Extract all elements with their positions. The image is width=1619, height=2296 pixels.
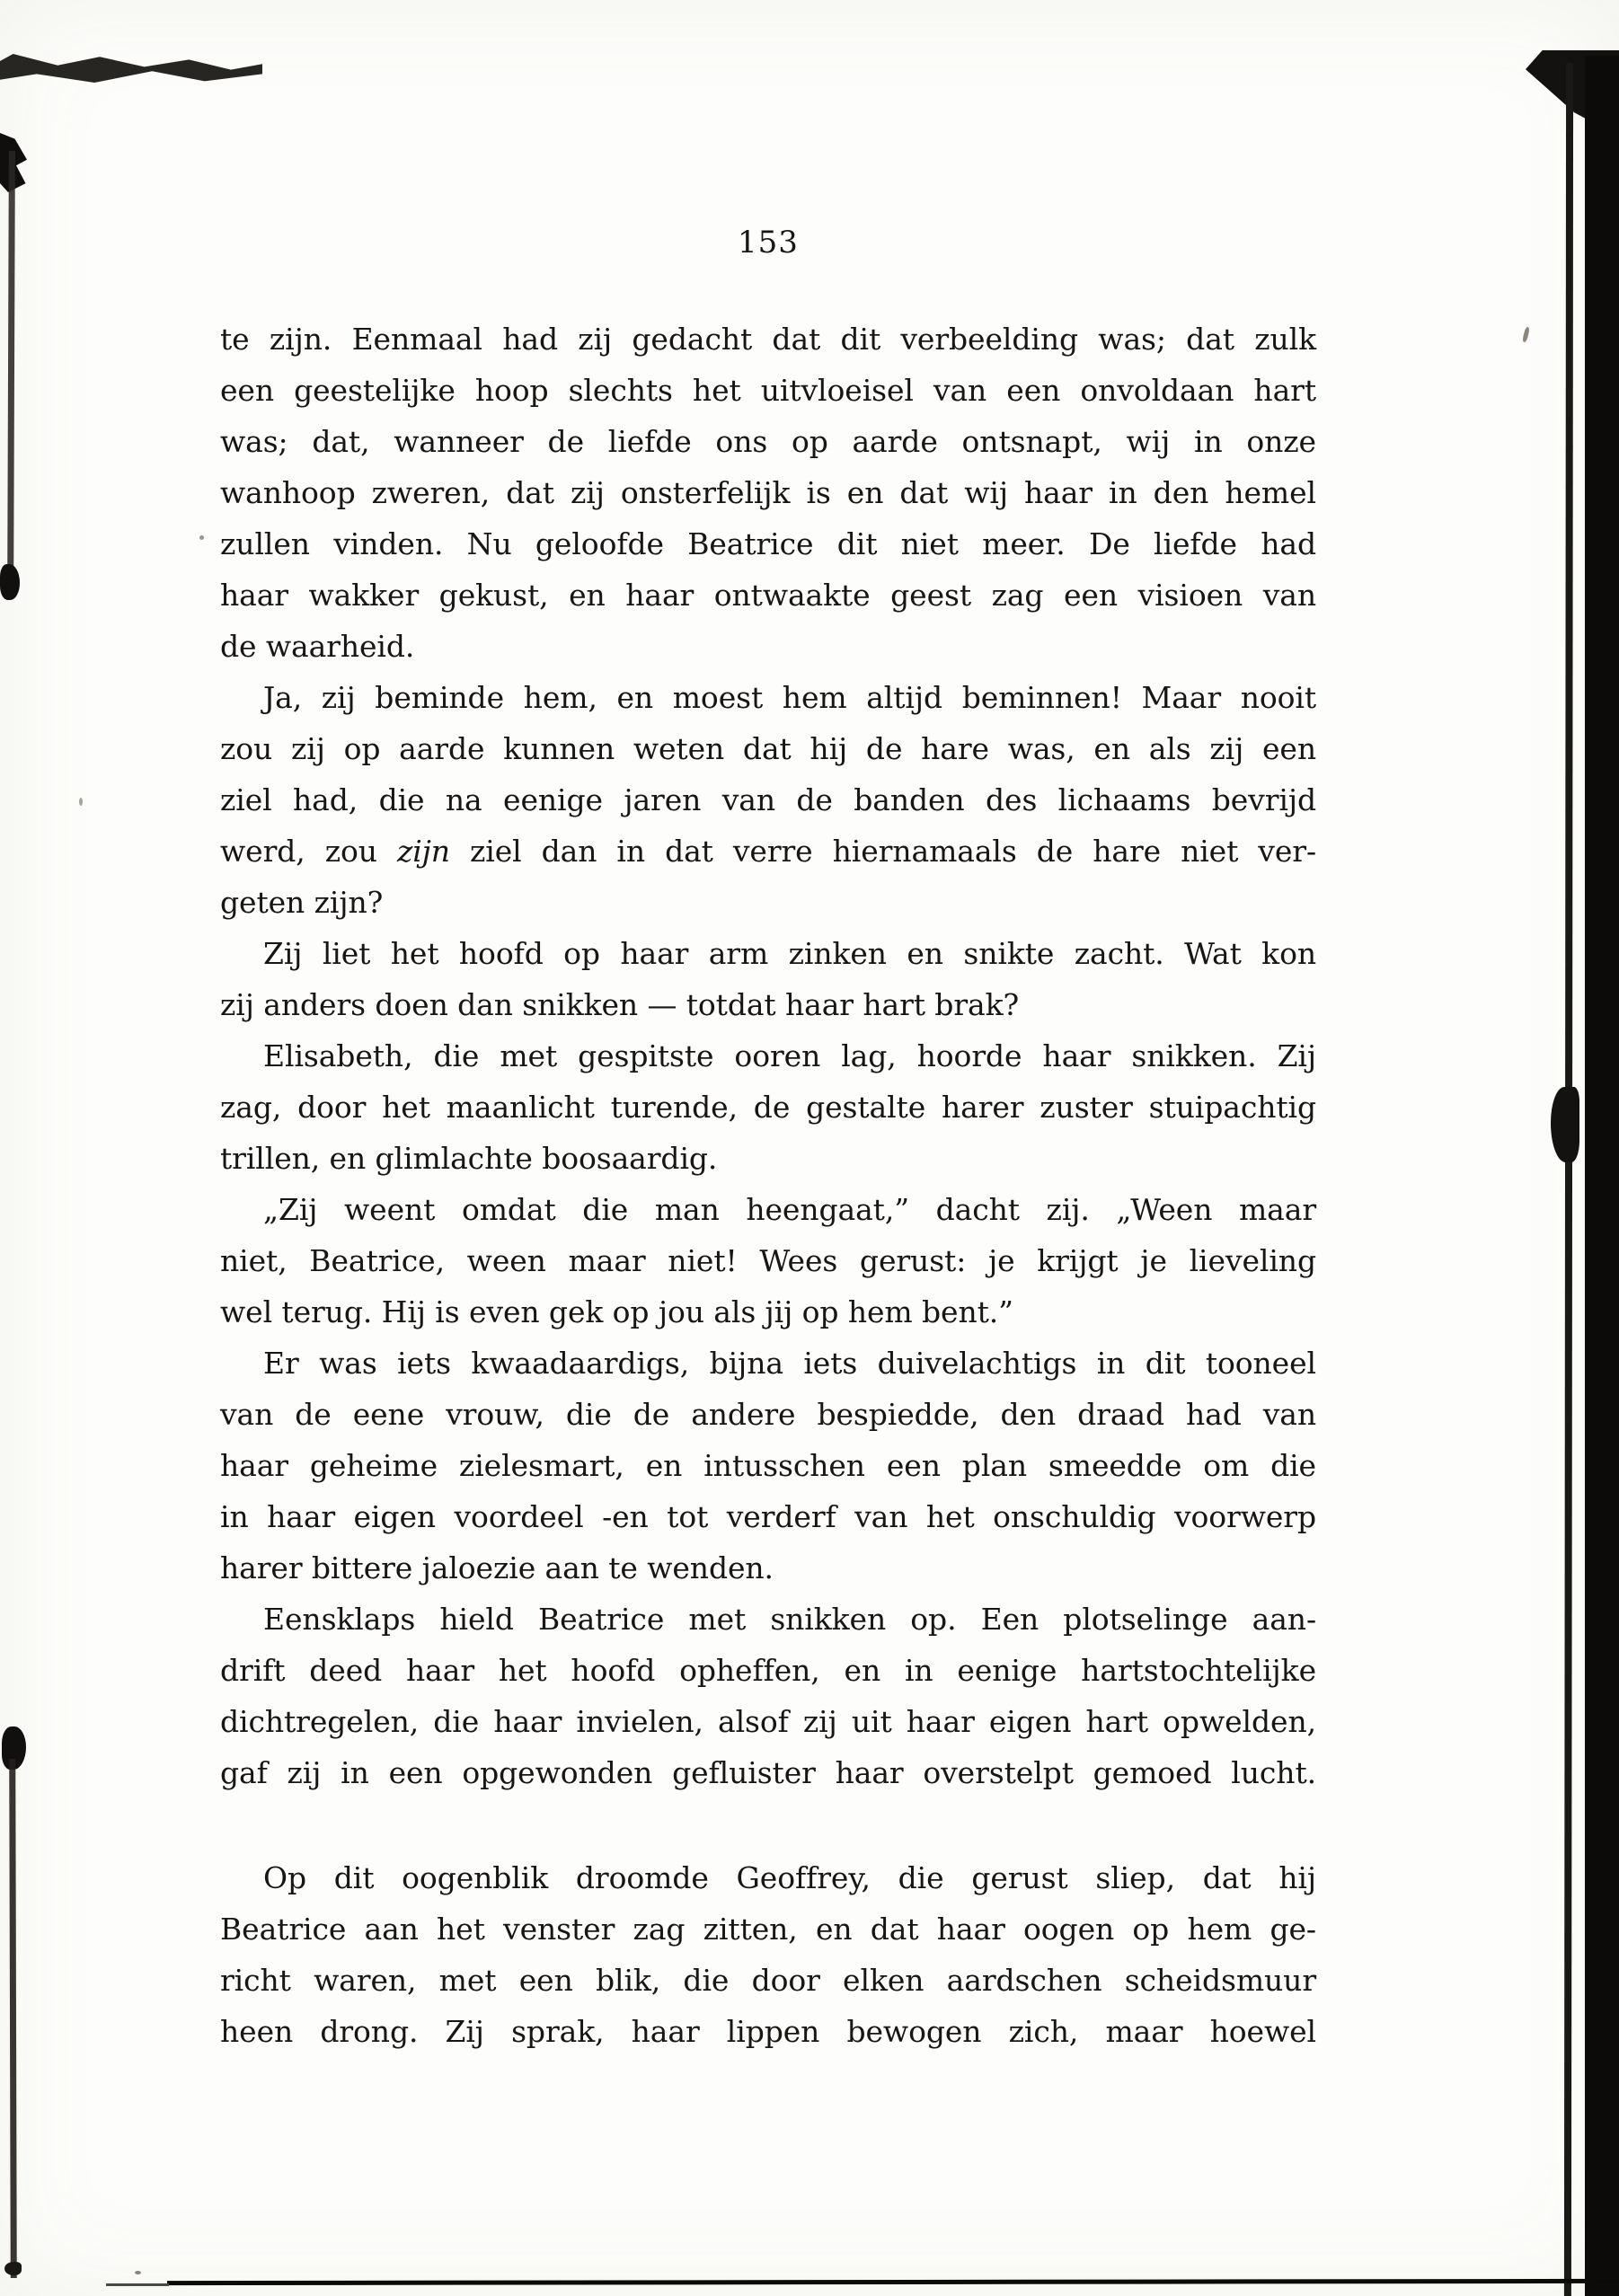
scan-artifact-top-tear xyxy=(0,54,262,83)
text-line: Beatrice aan het venster zag zitten, en dat haar oogen op hem ge- xyxy=(220,1912,1316,1947)
scan-artifact-left-mark xyxy=(0,133,27,192)
text-line: Er was iets kwaadaardigs, bijna iets duivelachtigs in dit tooneel xyxy=(263,1346,1316,1381)
text-line: dichtregelen, die haar invielen, alsof zij uit haar eigen hart opwelden, xyxy=(220,1704,1316,1739)
paragraph xyxy=(220,672,1316,928)
paragraph xyxy=(220,928,1316,1030)
text-line: harer bittere jaloezie aan te wenden. xyxy=(220,1550,774,1585)
text-line: in haar eigen voordeel -en tot verderf van het onschuldig voorwerp xyxy=(220,1499,1316,1534)
scan-artifact-right-line xyxy=(1564,63,1573,2296)
text-line: was; dat, wanneer de liefde ons op aarde ontsnapt, wij in onze xyxy=(220,424,1316,459)
paragraph xyxy=(220,1338,1316,1594)
text-line: trillen, en glimlachte boosaardig. xyxy=(220,1141,718,1176)
text-line: geten zijn? xyxy=(220,885,384,920)
text-line: wanhoop zweren, dat zij onsterfelijk is en dat wij haar in den hemel xyxy=(220,475,1316,510)
scan-artifact-left-line-top xyxy=(7,151,15,591)
text-line: Zij liet het hoofd op haar arm zinken en snikte zacht. Wat kon xyxy=(263,936,1316,971)
text-line: haar wakker gekust, en haar ontwaakte geest zag een visioen van xyxy=(220,578,1316,613)
text-line: gaf zij in een opgewonden gefluister haar overstelpt gemoed lucht. xyxy=(220,1755,1316,1790)
text-line: Elisabeth, die met gespitste ooren lag, hoorde haar snikken. Zij xyxy=(263,1038,1316,1073)
scan-artifact-left-blob xyxy=(0,564,20,600)
paragraph xyxy=(220,1030,1316,1184)
text-line: werd, zou zijn ziel dan in dat verre hiernamaals de hare niet ver- xyxy=(220,834,1316,869)
paragraph xyxy=(220,1184,1316,1338)
scan-speck xyxy=(135,2271,141,2274)
text-line: haar geheime zielesmart, en intusschen een plan smeedde om die xyxy=(220,1448,1316,1483)
text-line: niet, Beatrice, ween maar niet! Wees gerust: je krijgt je lieveling xyxy=(220,1243,1316,1278)
scan-artifact-left-line-bottom xyxy=(9,1759,17,2278)
scan-artifact-bottom-rule xyxy=(167,2279,1619,2285)
text-line: zij anders doen dan snikken — totdat haar hart brak? xyxy=(220,987,1020,1022)
text-line: „Zij weent omdat die man heengaat,” dacht zij. „Ween maar xyxy=(263,1192,1316,1227)
scan-speck xyxy=(1522,327,1530,343)
scan-artifact-right-band xyxy=(1585,56,1619,2296)
text-line: Eensklaps hield Beatrice met snikken op. Een plotselinge aan- xyxy=(263,1602,1316,1637)
scan-speck xyxy=(199,535,204,540)
text-line: drift deed haar het hoofd opheffen, en in eenige hartstochtelijke xyxy=(220,1653,1316,1688)
scan-artifact-left-blob-lower xyxy=(2,1726,26,1770)
text-line: wel terug. Hij is even gek op jou als jij op hem bent.” xyxy=(220,1294,1013,1329)
text-line: te zijn. Eenmaal had zij gedacht dat dit verbeelding was; dat zulk xyxy=(220,322,1316,357)
text-block xyxy=(220,313,1316,2057)
paragraph xyxy=(220,1852,1316,2057)
scan-artifact-top-right-corner xyxy=(1526,50,1619,137)
scan-artifact-right-blob xyxy=(1551,1087,1579,1162)
text-line: zullen vinden. Nu geloofde Beatrice dit niet meer. De liefde had xyxy=(220,526,1316,561)
text-line: zag, door het maanlicht turende, de gestalte harer zuster stuipachtig xyxy=(220,1090,1316,1125)
text-line: richt waren, met een blik, die door elken aardschen scheidsmuur xyxy=(220,1963,1316,1998)
scan-artifact-left-hook xyxy=(4,2262,22,2275)
text-line: Ja, zij beminde hem, en moest hem altijd beminnen! Maar nooit xyxy=(263,680,1316,715)
text-line: de waarheid. xyxy=(220,629,415,664)
scan-speck xyxy=(79,798,83,806)
text-line: ziel had, die na eenige jaren van de banden des lichaams bevrijd xyxy=(220,782,1316,817)
text-line: een geestelijke hoop slechts het uitvloeisel van een onvoldaan hart xyxy=(220,373,1316,408)
page-number: 153 xyxy=(738,225,799,261)
scan-artifact-bottom-rule-faint xyxy=(106,2283,169,2286)
paragraph xyxy=(220,1594,1316,1798)
text-line: heen drong. Zij sprak, haar lippen bewogen zich, maar hoewel xyxy=(220,2014,1316,2049)
text-line: Op dit oogenblik droomde Geoffrey, die gerust sliep, dat hij xyxy=(263,1860,1316,1895)
text-line: zou zij op aarde kunnen weten dat hij de hare was, en als zij een xyxy=(220,731,1316,766)
paragraph xyxy=(220,313,1316,672)
text-line: van de eene vrouw, die de andere bespiedde, den draad had van xyxy=(220,1397,1316,1432)
